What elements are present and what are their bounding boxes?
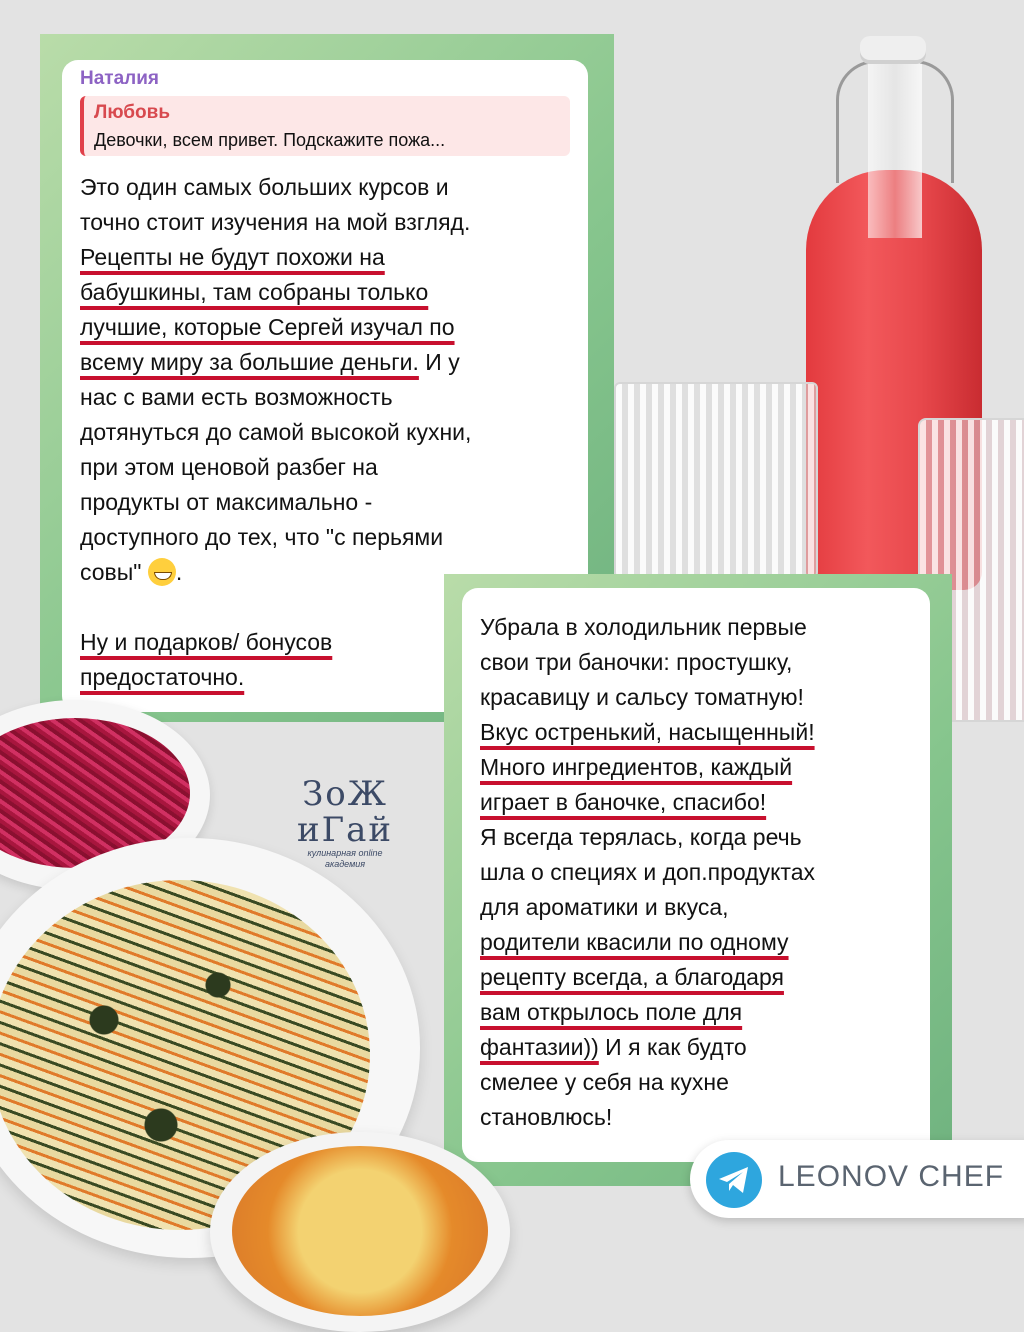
plain-text: при этом ценовой разбег на xyxy=(80,454,378,480)
plain-text: смелее у себя на кухне xyxy=(480,1069,729,1095)
message-bubble xyxy=(462,588,930,1162)
sender-name: Наталия xyxy=(80,68,159,89)
message-line xyxy=(80,485,580,520)
message-line xyxy=(480,1065,920,1100)
underlined-text: всему миру за большие деньги. xyxy=(80,349,419,375)
grinning-face-icon xyxy=(148,558,176,586)
message-line xyxy=(480,680,920,715)
channel-name: LEONOV CHEF xyxy=(778,1160,1005,1193)
message-line xyxy=(480,890,920,925)
plain-text: нас с вами есть возможность xyxy=(80,384,393,410)
plain-text: для ароматики и вкуса, xyxy=(480,894,729,920)
plain-text: Я всегда терялась, когда речь xyxy=(480,824,802,850)
plain-text: шла о специях и доп.продуктах xyxy=(480,859,815,885)
underlined-text: Рецепты не будут похожи на xyxy=(80,244,385,270)
underlined-text: рецепту всегда, а благодаря xyxy=(480,964,784,990)
message-line xyxy=(480,610,920,645)
underlined-text: родители квасили по одному xyxy=(480,929,789,955)
plain-text: красавицу и сальсу томатную! xyxy=(480,684,804,710)
kimchi-soup-photo xyxy=(232,1146,488,1316)
message-line xyxy=(80,170,580,205)
message-line xyxy=(480,995,920,1030)
underlined-text: играет в баночке, спасибо! xyxy=(480,789,767,815)
plain-text: дотянуться до самой высокой кухни, xyxy=(80,419,472,445)
plain-text: совы" xyxy=(80,559,142,585)
underlined-text: бабушкины, там собраны только xyxy=(80,279,429,305)
bottle-cap xyxy=(860,36,926,64)
message-line xyxy=(480,750,920,785)
message-line: совы" . xyxy=(80,559,183,585)
message-line xyxy=(80,415,580,450)
logo-text: иГай xyxy=(296,810,394,850)
plain-text: Это один самых больших курсов и xyxy=(80,174,449,200)
bottle-clasp xyxy=(836,60,954,183)
message-line xyxy=(80,240,580,275)
reply-text: Девочки, всем привет. Подскажите пожа... xyxy=(94,130,446,150)
message-line xyxy=(80,380,580,415)
logo-subtitle: кулинарная online академия xyxy=(307,848,383,869)
reply-quote xyxy=(80,96,570,156)
academy-logo xyxy=(290,776,400,886)
plain-text: И я как будто xyxy=(598,1034,747,1060)
glass-photo xyxy=(614,382,818,586)
message-line xyxy=(80,275,580,310)
underlined-text: лучшие, которые Сергей изучал по xyxy=(80,314,455,340)
telegram-badge[interactable] xyxy=(690,1140,1024,1218)
message-line xyxy=(80,205,580,240)
message-line xyxy=(80,520,580,555)
message-line xyxy=(480,855,920,890)
plain-text: становлюсь! xyxy=(480,1104,613,1130)
plain-text: продукты от максимально - xyxy=(80,489,373,515)
plain-text: точно стоит изучения на мой взгляд. xyxy=(80,209,471,235)
chat-screenshot-2 xyxy=(444,574,952,1186)
plain-text: доступного до тех, что "с перьями xyxy=(80,524,444,550)
message-line xyxy=(80,450,580,485)
underlined-text: фантазии)) xyxy=(480,1034,599,1060)
underlined-text: вам открылось поле для xyxy=(480,999,743,1025)
logo-text: ЗоЖ xyxy=(302,774,388,814)
message-line xyxy=(80,345,580,380)
message-text xyxy=(480,610,920,1135)
message-line xyxy=(480,1030,920,1065)
plain-text: Убрала в холодильник первые xyxy=(480,614,807,640)
message-line xyxy=(480,925,920,960)
underlined-text: Ну и подарков/ бонусов xyxy=(80,629,333,655)
reply-author: Любовь xyxy=(94,102,171,123)
plain-text: И у xyxy=(418,349,460,375)
underlined-text: Вкус остренький, насыщенный! xyxy=(480,719,815,745)
message-line xyxy=(480,645,920,680)
telegram-icon xyxy=(706,1152,762,1208)
message-line xyxy=(480,960,920,995)
message-line xyxy=(480,715,920,750)
message-line xyxy=(480,785,920,820)
underlined-text: Много ингредиентов, каждый xyxy=(480,754,793,780)
plain-text: свои три баночки: простушку, xyxy=(480,649,793,675)
message-line xyxy=(480,820,920,855)
underlined-text: предостаточно. xyxy=(80,664,245,690)
message-line xyxy=(80,310,580,345)
message-line xyxy=(480,1100,920,1135)
